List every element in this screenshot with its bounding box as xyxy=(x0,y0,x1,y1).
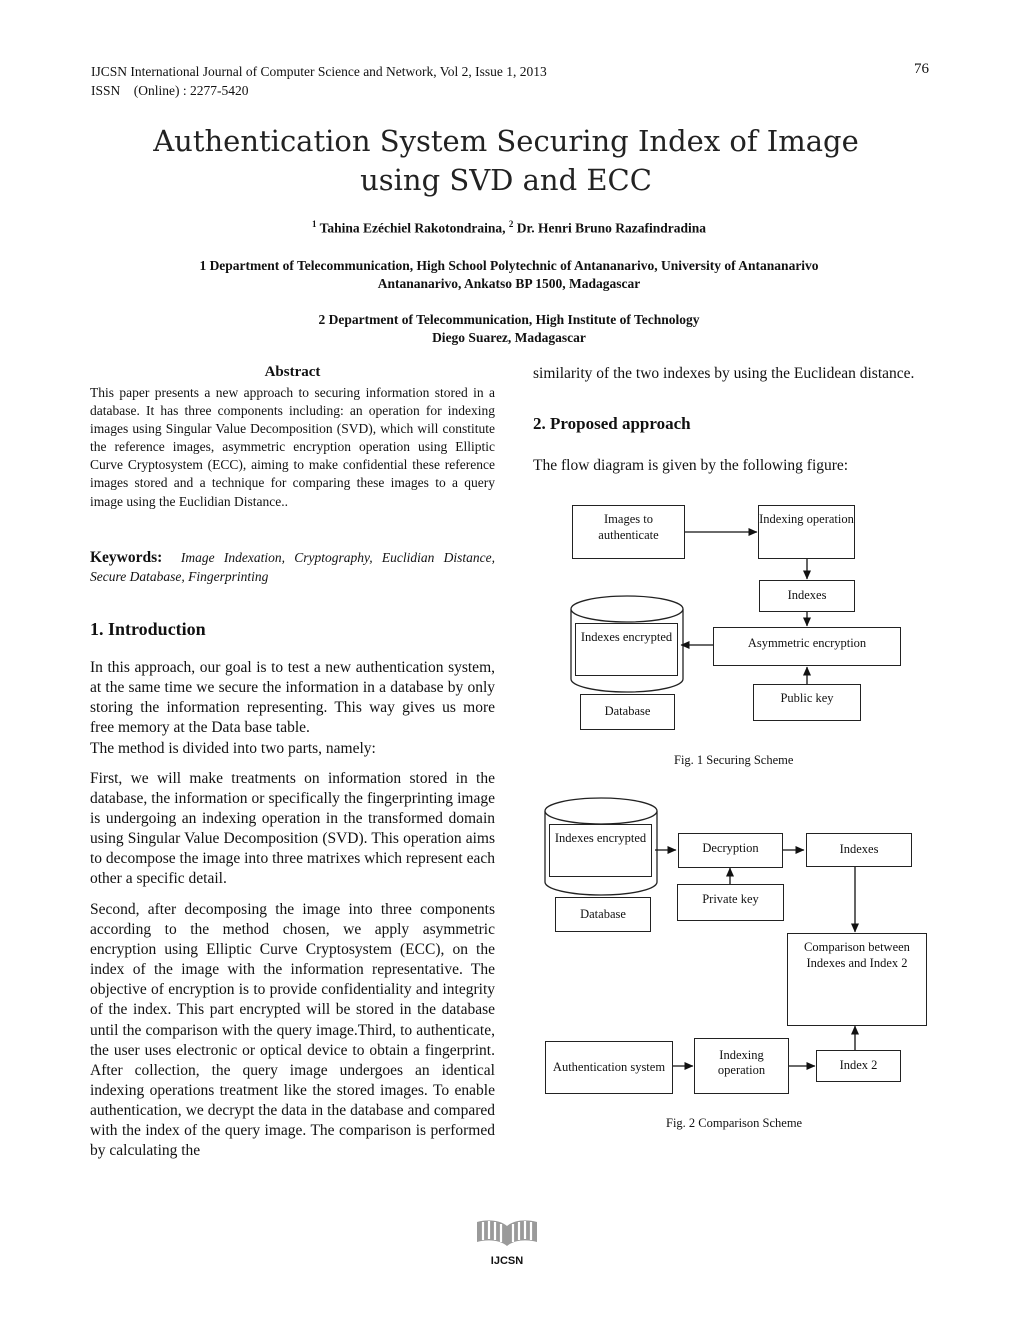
fig2-database-label: Database xyxy=(555,897,651,932)
fig2-indexing-operation-box: Indexing operation xyxy=(694,1038,789,1094)
page-number: 76 xyxy=(914,61,929,77)
fig2-decryption-box: Decryption xyxy=(678,833,783,868)
abstract-heading: Abstract xyxy=(264,364,321,380)
issn-line: ISSN (Online) : 2277-5420 xyxy=(91,83,249,98)
intro-paragraph-2: First, we will make treatments on information stored in the database, the information or specifically the fingerprinting image is undergoing an indexing operation in the transformed domain using Singular Value Decomposition (SVD). This operation aims to decompose the image into three matrixes which represent each other a specific detail. xyxy=(90,770,495,888)
keywords-text: Image Indexation, Cryptography, Euclidian Distance, Secure Database, Fingerprinting xyxy=(90,550,495,584)
fig1-indexes-encrypted-box: Indexes encrypted xyxy=(575,623,678,676)
fig2-index2-box: Index 2 xyxy=(816,1050,901,1082)
affiliation-1-line-2: Antananarivo, Ankatso BP 1500, Madagascar xyxy=(377,276,641,291)
affiliation-1-line-1: 1 Department of Telecommunication, High School Polytechnic of Antananarivo, University of Antananarivo xyxy=(199,258,819,273)
section-2-heading: 2. Proposed approach xyxy=(533,414,691,433)
fig1-caption: Fig. 1 Securing Scheme xyxy=(674,753,794,767)
fig2-indexes-box: Indexes xyxy=(806,833,912,867)
fig2-comparison-box: Comparison between Indexes and Index 2 xyxy=(787,933,927,1026)
affiliation-2-line-1: 2 Department of Telecommunication, High Institute of Technology xyxy=(318,312,700,327)
intro-method-line: The method is divided into two parts, namely: xyxy=(90,740,376,757)
paper-title-line-1: Authentication System Securing Index of Image xyxy=(153,124,859,158)
fig1-indexes-box: Indexes xyxy=(759,580,855,612)
fig2-caption: Fig. 2 Comparison Scheme xyxy=(666,1116,803,1130)
section-1-heading: 1. Introduction xyxy=(90,619,206,639)
fig1-indexing-operation-box: Indexing operation xyxy=(758,505,855,559)
author-1-index: 1 xyxy=(311,219,317,229)
fig1-asymmetric-encryption-box: Asymmetric encryption xyxy=(713,627,901,666)
intro-paragraph-1: In this approach, our goal is to test a new authentication system, at the same time we secure the information in a database by only storing the information representing. This way gives us more free memory at the Data base table. xyxy=(90,659,495,737)
open-book-icon xyxy=(474,1218,540,1248)
keywords-label: Keywords: xyxy=(90,549,163,566)
author-2-index: 2 xyxy=(508,219,514,229)
fig2-indexes-encrypted-box: Indexes encrypted xyxy=(549,824,652,877)
intro-paragraph-3: Second, after decomposing the image into three components according to the method chosen, we apply asymmetric encryption using Elliptic Curve Cryptosystem (ECC), on the index of the image with the information representative. The objective of encryption is to provide confidentiality and integrity of the index. This part encrypted will be stored in the database until the comparison with the query image.Third, to authenticate, the user uses electronic or optical device to obtain a fingerprint. After collection, the query image undergoes an identical indexing operations treatment like the stored images. To enable authentication, we decrypt the data in the database and compared with the index of the query image. The comparison is performed by calculating the xyxy=(90,901,495,1160)
affiliation-2-line-2: Diego Suarez, Madagascar xyxy=(432,330,586,345)
logo-text: IJCSN xyxy=(490,1255,524,1267)
paper-title-line-2: using SVD and ECC xyxy=(360,163,652,197)
fig2-private-key-box: Private key xyxy=(677,884,784,921)
section-1-continuation: similarity of the two indexes by using the Euclidean distance. xyxy=(533,365,915,382)
abstract-text: This paper presents a new approach to securing information stored in a database. It has three components including: an operation for indexing images using Singular Value Decomposition (SVD), which will constitute the reference images, asymmetric encryption operation using Elliptic Curve Cryptosystem (ECC), aiming to make confidential these reference images stored and a technique for comparing these images to a query image using the Euclidian Distance.. xyxy=(90,385,495,509)
author-2: Dr. Henri Bruno Razafindradina xyxy=(513,220,707,236)
fig1-database-label: Database xyxy=(580,694,675,730)
journal-header: IJCSN International Journal of Computer Science and Network, Vol 2, Issue 1, 2013 xyxy=(91,64,547,79)
author-1: Tahina Ezéchiel Rakotondraina, xyxy=(316,220,509,236)
journal-logo xyxy=(474,1218,540,1266)
fig1-images-to-authenticate-box: Images to authenticate xyxy=(572,505,685,559)
fig2-authentication-system-box: Authentication system xyxy=(545,1041,673,1094)
fig1-public-key-box: Public key xyxy=(753,684,861,721)
flow-intro: The flow diagram is given by the following figure: xyxy=(533,457,849,474)
